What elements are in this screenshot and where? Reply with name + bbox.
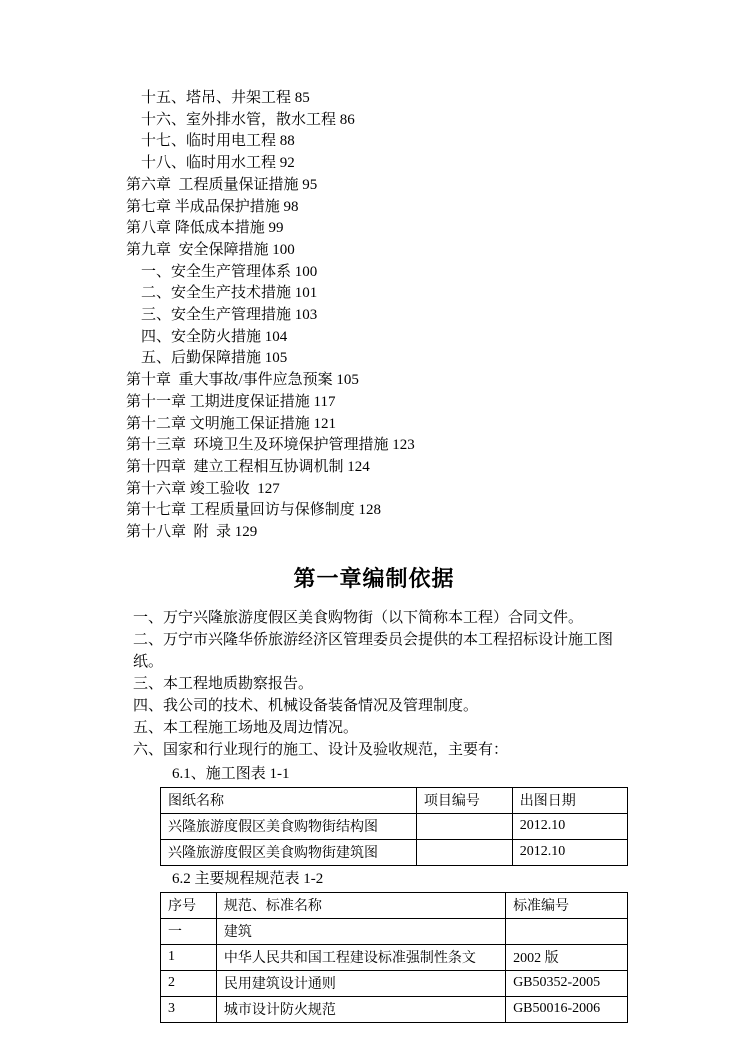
- table-cell: GB50352-2005: [506, 970, 628, 996]
- toc-item: 第十四章 建立工程相互协调机制 124: [126, 458, 370, 475]
- toc-item: 第十一章 工期进度保证措施 117: [126, 393, 336, 410]
- table-header-cell: 规范、标准名称: [216, 892, 505, 918]
- table-row: [161, 970, 628, 996]
- table-header-row: [161, 892, 628, 918]
- toc-item: 二、安全生产技术措施 101: [141, 285, 318, 302]
- table-cell: 兴隆旅游度假区美食购物街建筑图: [161, 839, 417, 865]
- toc-item: 十八、临时用水工程 92: [141, 155, 295, 172]
- table-header-cell: 标准编号: [506, 892, 628, 918]
- table-cell: 兴隆旅游度假区美食购物街结构图: [161, 813, 417, 839]
- drawings-table: [160, 787, 628, 866]
- body-paragraph: 六、国家和行业现行的施工、设计及验收规范，主要有：: [133, 741, 509, 758]
- toc-item: 第十八章 附 录 129: [126, 524, 258, 541]
- table-row: [161, 918, 628, 944]
- table-cell: 3: [161, 996, 217, 1022]
- toc-item: 第十六章 竣工验收 127: [126, 480, 280, 497]
- toc-item: 第六章 工程质量保证措施 95: [126, 176, 318, 193]
- table-cell: 民用建筑设计通则: [216, 970, 505, 996]
- toc-item: 十七、临时用电工程 88: [141, 133, 295, 150]
- body-paragraph: 五、本工程施工场地及周边情况。: [133, 719, 359, 736]
- table-header-cell: 序号: [161, 892, 217, 918]
- table1-caption: 6.1、施工图表 1-1: [172, 765, 290, 782]
- table-header-cell: 出图日期: [512, 787, 627, 813]
- table-header-row: [161, 787, 628, 813]
- table-cell: 中华人民共和国工程建设标准强制性条文: [216, 944, 505, 970]
- body-paragraph: 四、我公司的技术、机械设备装备情况及管理制度。: [133, 697, 479, 714]
- toc-item: 五、后勤保障措施 105: [141, 350, 288, 367]
- table-row: [161, 996, 628, 1022]
- table-cell: 2012.10: [512, 839, 627, 865]
- body-paragraph: 一、万宁兴隆旅游度假区美食购物街（以下简称本工程）合同文件。: [133, 609, 584, 626]
- table-of-contents: [120, 88, 628, 544]
- table-header-cell: 图纸名称: [161, 787, 417, 813]
- toc-item: 第十七章 工程质量回访与保修制度 128: [126, 502, 382, 519]
- toc-item: 十六、室外排水管，散水工程 86: [141, 111, 355, 128]
- table-cell: GB50016-2006: [506, 996, 628, 1022]
- table-row: [161, 944, 628, 970]
- table-row: [161, 839, 628, 865]
- toc-item: 十五、塔吊、井架工程 85: [141, 90, 310, 106]
- toc-item: 第七章 半成品保护措施 98: [126, 198, 299, 215]
- table-header-cell: 项目编号: [416, 787, 512, 813]
- toc-item: 第九章 安全保障措施 100: [126, 241, 295, 258]
- table-cell: 城市设计防火规范: [216, 996, 505, 1022]
- toc-item: 四、安全防火措施 104: [141, 328, 288, 345]
- table-cell: 2002 版: [506, 944, 628, 970]
- toc-item: 第十二章 文明施工保证措施 121: [126, 415, 337, 432]
- table-cell: 1: [161, 944, 217, 970]
- table-cell: 一: [161, 918, 217, 944]
- toc-item: 第十章 重大事故/事件应急预案 105: [126, 372, 359, 389]
- toc-item: 第十三章 环境卫生及环境保护管理措施 123: [126, 437, 415, 454]
- table-row: [161, 813, 628, 839]
- toc-item: 三、安全生产管理措施 103: [141, 307, 318, 324]
- toc-item: 第八章 降低成本措施 99: [126, 220, 284, 237]
- table-cell: 2: [161, 970, 217, 996]
- body-paragraph: 三、本工程地质勘察报告。: [133, 675, 314, 692]
- table-cell: [416, 839, 512, 865]
- chapter-title: 第一章编制依据: [293, 565, 455, 591]
- toc-item: 一、安全生产管理体系 100: [141, 263, 318, 280]
- table-cell: 建筑: [216, 918, 505, 944]
- table-cell: [506, 918, 628, 944]
- table2-caption: 6.2 主要规程规范表 1-2: [172, 870, 324, 887]
- standards-table: [160, 892, 628, 1023]
- table-cell: [416, 813, 512, 839]
- body-paragraph: 二、万宁市兴隆华侨旅游经济区管理委员会提供的本工程招标设计施工图纸。: [133, 631, 614, 670]
- table-cell: 2012.10: [512, 813, 627, 839]
